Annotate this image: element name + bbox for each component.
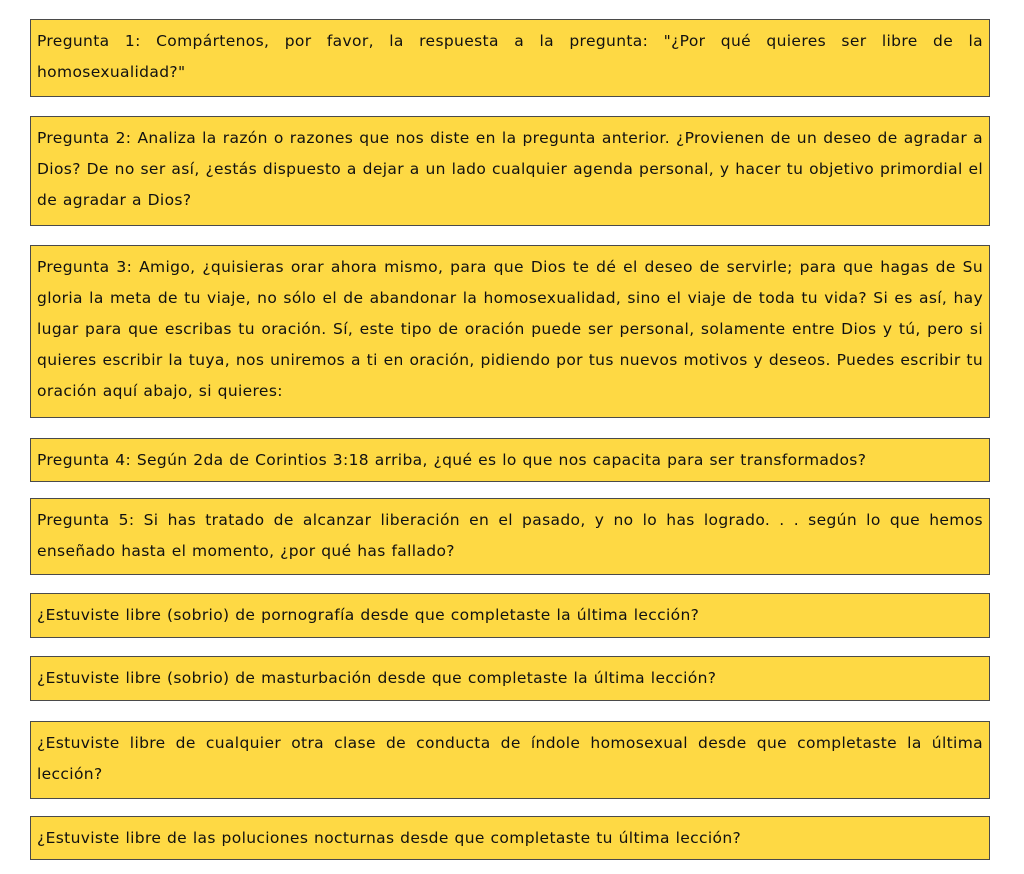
question-masturbation-text: ¿Estuviste libre (sobrio) de masturbación desde que completaste la última lección? (37, 669, 717, 687)
question-other-conduct-text: ¿Estuviste libre de cualquier otra clase de conducta de índole homosexual desde que completaste la última lección? (37, 734, 983, 783)
question-box-pornography (30, 593, 990, 638)
question-box-3 (30, 245, 990, 418)
question-nocturnal-text: ¿Estuviste libre de las poluciones nocturnas desde que completaste tu última lección? (37, 829, 742, 847)
question-3-text: Pregunta 3: Amigo, ¿quisieras orar ahora mismo, para que Dios te dé el deseo de servirle; para que hagas de Su gloria la meta de tu viaje, no sólo el de abandonar la homosexualidad, sino el viaje de toda tu vida? Si es así, hay lugar para que escribas tu oración. Sí, este tipo de oración puede ser personal, solamente entre Dios y tú, pero si quieres escribir la tuya, nos uniremos a ti en oración, pidiendo por tus nuevos motivos y deseos. Puedes escribir tu oración aquí abajo, si quieres: (37, 258, 983, 400)
question-box-2 (30, 116, 990, 226)
question-1-text: Pregunta 1: Compártenos, por favor, la respuesta a la pregunta: "¿Por qué quieres ser libre de la homosexualidad?" (37, 32, 983, 81)
question-box-other-conduct (30, 721, 990, 799)
question-4-text: Pregunta 4: Según 2da de Corintios 3:18 arriba, ¿qué es lo que nos capacita para ser transformados? (37, 451, 867, 469)
question-box-4 (30, 438, 990, 482)
question-box-5 (30, 498, 990, 575)
question-2-text: Pregunta 2: Analiza la razón o razones que nos diste en la pregunta anterior. ¿Provienen de un deseo de agradar a Dios? De no ser así, ¿estás dispuesto a dejar a un lado cualquier agenda personal, y hacer tu objetivo primordial el de agradar a Dios? (37, 129, 983, 209)
question-box-masturbation (30, 656, 990, 701)
question-pornography-text: ¿Estuviste libre (sobrio) de pornografía desde que completaste la última lección? (37, 606, 700, 624)
question-5-text: Pregunta 5: Si has tratado de alcanzar liberación en el pasado, y no lo has logrado. . . según lo que hemos enseñado hasta el momento, ¿por qué has fallado? (37, 511, 983, 560)
question-box-nocturnal (30, 816, 990, 860)
question-box-1 (30, 19, 990, 97)
